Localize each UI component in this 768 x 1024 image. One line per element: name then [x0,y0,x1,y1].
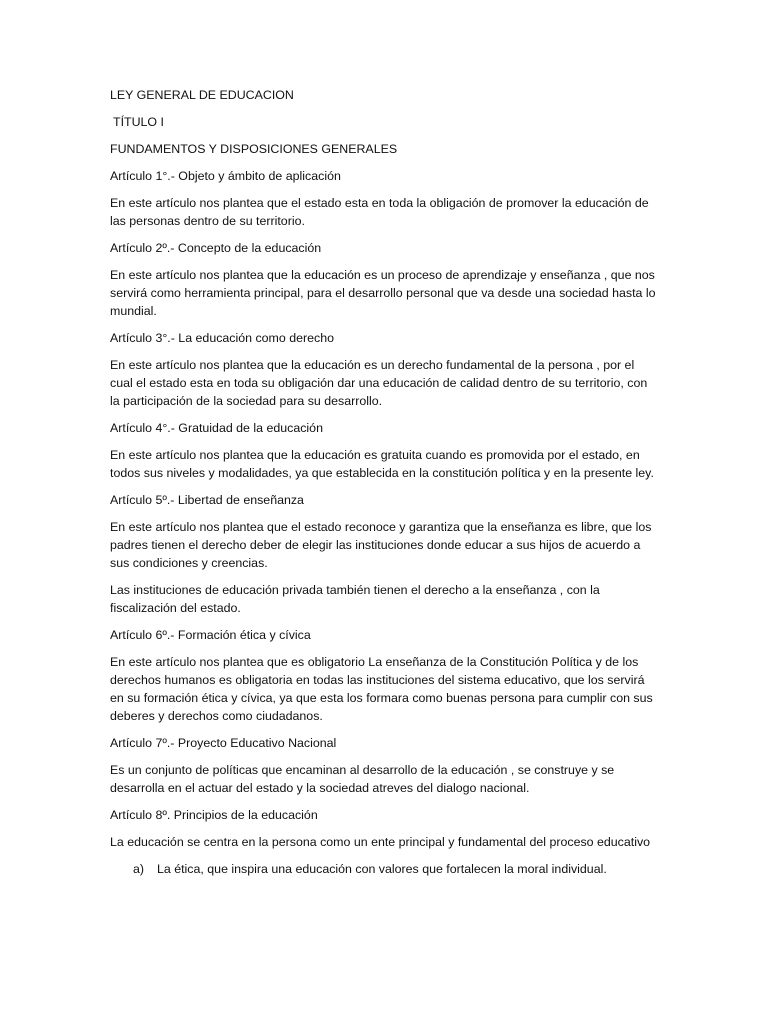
article-heading-2: Artículo 2º.- Concepto de la educación [110,241,322,255]
article-paragraph-2: En este artículo nos plantea que la educación es un proceso de aprendizaje y enseñanza , que nos servirá como herramienta principal, para el desarrollo personal que va desde una sociedad hasta lo mundial. [110,268,656,318]
article-heading-8: Artículo 8º. Principios de la educación [110,808,318,822]
list-item-text: La ética, que inspira una educación con valores que fortalecen la moral individual. [157,862,607,876]
article-paragraph-1: En este artículo nos plantea que el estado esta en toda la obligación de promover la educación de las personas dentro de su territorio. [110,196,649,228]
article-heading-5: Artículo 5º.- Libertad de enseñanza [110,493,304,507]
article-paragraph-6: En este artículo nos plantea que es obligatorio La enseñanza de la Constitución Política y de los derechos humanos es obligatoria en todas las instituciones del sistema educativo, que los servirá en su formación ética y cívica, ya que esta los formara como buenas persona para cumplir con sus deberes y derechos como ciudadanos. [110,655,653,723]
list-marker: a) [133,862,145,876]
article-heading-1: Artículo 1°.- Objeto y ámbito de aplicación [110,169,341,183]
document-subtitle: TÍTULO I [113,115,164,129]
article-heading-4: Artículo 4°.- Gratuidad de la educación [110,421,323,435]
article-paragraph-7: Es un conjunto de políticas que encaminan al desarrollo de la educación , se construye y se desarrolla en el actuar del estado y la sociedad atreves del dialogo nacional. [110,763,615,795]
document-body [110,86,660,878]
section-title: FUNDAMENTOS Y DISPOSICIONES GENERALES [110,142,398,156]
article-paragraph-8: La educación se centra en la persona como un ente principal y fundamental del proceso educativo [110,835,651,849]
article-paragraph-5b: Las instituciones de educación privada también tienen el derecho a la enseñanza , con la fiscalización del estado. [110,583,600,615]
article-heading-3: Artículo 3°.- La educación como derecho [110,331,334,345]
article-paragraph-4: En este artículo nos plantea que la educación es gratuita cuando es promovida por el estado, en todos sus niveles y modalidades, ya que establecida en la constitución política y en la presente ley. [110,448,654,480]
principle-list-item [133,860,660,878]
document-title: LEY GENERAL DE EDUCACION [110,88,294,102]
article-heading-6: Artículo 6º.- Formación ética y cívica [110,628,311,642]
article-paragraph-5a: En este artículo nos plantea que el estado reconoce y garantiza que la enseñanza es libre, que los padres tienen el derecho deber de elegir las instituciones donde educar a sus hijos de acuerdo a sus condiciones y creencias. [110,520,652,570]
article-paragraph-3: En este artículo nos plantea que la educación es un derecho fundamental de la persona , por el cual el estado esta en toda su obligación dar una educación de calidad dentro de su territorio, con la participación de la sociedad para su desarrollo. [110,358,648,408]
article-heading-7: Artículo 7º.- Proyecto Educativo Nacional [110,736,337,750]
